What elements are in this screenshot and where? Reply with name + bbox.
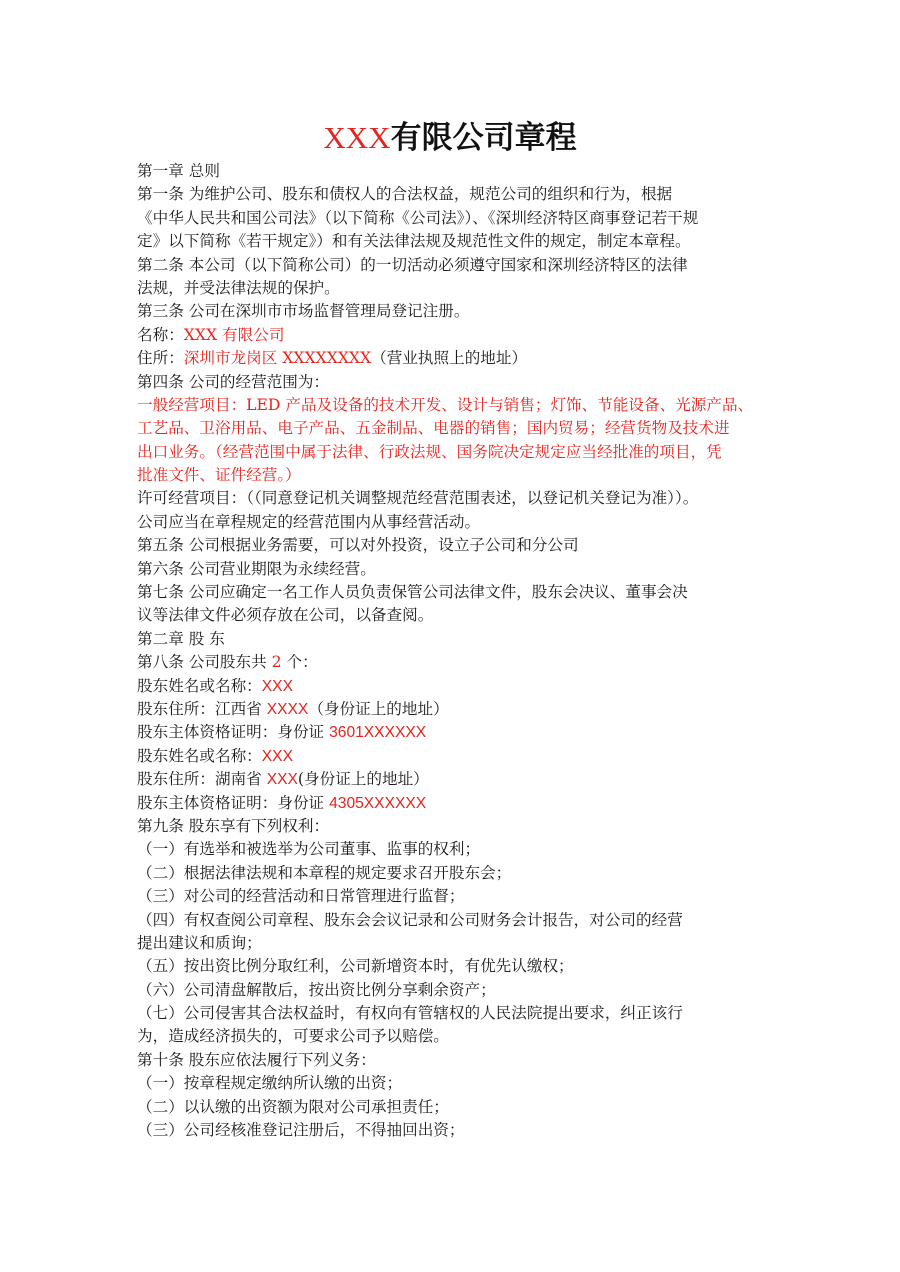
- title-text: 有限公司章程: [390, 120, 577, 156]
- line-text: 名称：: [137, 325, 184, 344]
- line-text: 股东主体资格证明：身份证: [137, 723, 330, 742]
- line-text: 第一章 总则: [137, 162, 220, 180]
- line-text: 第五条 公司根据业务需要，可以对外投资，设立子公司和分公司: [137, 536, 579, 555]
- text-line: [137, 1096, 777, 1119]
- text-line: [137, 955, 777, 978]
- placeholder-text: XXX 有限公司: [183, 325, 285, 344]
- line-text: 法规，并受法律法规的保护。: [137, 278, 340, 297]
- text-line: [137, 371, 777, 394]
- line-text: 第十条 股东应依法履行下列义务：: [137, 1050, 376, 1069]
- line-text: （一）有选举和被选举为公司董事、监事的权利；: [137, 840, 481, 859]
- line-text: 股东姓名或名称：: [137, 676, 262, 695]
- line-text: 第四条 公司的经营范围为：: [137, 372, 330, 391]
- placeholder-text: 一般经营项目：LED 产品及设备的技术开发、设计与销售；灯饰、节能设备、光源产品、: [137, 395, 754, 414]
- text-line: [137, 511, 777, 534]
- line-text: (身份证上的地址）: [297, 770, 429, 789]
- text-line: [137, 207, 777, 230]
- text-line: [137, 183, 777, 206]
- text-line: [137, 230, 777, 253]
- placeholder-text: 3601XXXXXX: [329, 724, 427, 742]
- text-line: [137, 417, 777, 440]
- placeholder-text: XXXX: [266, 700, 309, 718]
- text-line: [137, 862, 777, 885]
- text-line: [137, 792, 777, 815]
- line-text: （三）公司经核准登记注册后，不得抽回出资；: [137, 1121, 465, 1140]
- text-line: [137, 885, 777, 908]
- line-text: 第一条 为维护公司、股东和债权人的合法权益，规范公司的组织和行为，根据: [137, 185, 673, 204]
- text-line: [137, 909, 777, 932]
- line-text: 第八条 公司股东共: [137, 653, 272, 672]
- text-line: [137, 1025, 777, 1048]
- placeholder-text: XXX: [266, 771, 298, 789]
- text-line: [137, 721, 777, 744]
- line-text: 第三条 公司在深圳市市场监督管理局登记注册。: [137, 302, 470, 321]
- text-line: [137, 979, 777, 1002]
- placeholder-text: 批准文件、证件经营。）: [137, 466, 301, 485]
- text-line: [137, 604, 777, 627]
- line-text: 个：: [281, 653, 318, 672]
- line-text: （一）按章程规定缴纳所认缴的出资；: [137, 1074, 403, 1093]
- text-line: [137, 254, 777, 277]
- line-text: （营业执照上的地址）: [371, 349, 528, 368]
- line-text: 《中华人民共和国公司法》（以下简称《公司法》）、《深圳经济特区商事登记若干规: [137, 208, 699, 227]
- text-line: [137, 1119, 777, 1142]
- line-text: （身份证上的地址）: [308, 699, 449, 718]
- line-text: 提出建议和质询；: [137, 933, 262, 952]
- text-line: [137, 838, 777, 861]
- document-body: [137, 160, 777, 1142]
- line-text: （六）公司清盘解散后，按出资比例分享剩余资产；: [137, 980, 496, 999]
- line-text: 股东主体资格证明：身份证: [137, 793, 330, 812]
- text-line: [137, 745, 777, 768]
- line-text: 第九条 股东享有下列权利：: [137, 816, 330, 835]
- line-text: 定》以下简称《若干规定》）和有关法律法规及规范性文件的规定，制定本章程。: [137, 232, 691, 251]
- document-title: [0, 112, 900, 157]
- text-line: [137, 394, 777, 417]
- text-line: [137, 160, 777, 183]
- text-line: [137, 324, 777, 347]
- line-text: （二）根据法律法规和本章程的规定要求召开股东会；: [137, 863, 512, 882]
- text-line: [137, 651, 777, 674]
- line-text: 股东住所：湖南省: [137, 770, 267, 789]
- line-text: 第二章 股 东: [137, 629, 225, 648]
- placeholder-text: 工艺品、卫浴用品、电子产品、五金制品、电器的销售；国内贸易；经营货物及技术进: [137, 419, 730, 438]
- placeholder-text: 4305XXXXXX: [329, 794, 427, 812]
- text-line: [137, 1072, 777, 1095]
- text-line: [137, 675, 777, 698]
- text-line: [137, 1049, 777, 1072]
- placeholder-text: 出口业务。（经营范围中属于法律、行政法规、国务院决定规定应当经批准的项目，凭: [137, 442, 722, 461]
- placeholder-text: XXX: [261, 677, 293, 695]
- line-text: 为，造成经济损失的，可要求公司予以赔偿。: [137, 1027, 449, 1046]
- line-text: （二）以认缴的出资额为限对公司承担责任；: [137, 1097, 449, 1116]
- line-text: 许可经营项目：（（同意登记机关调整规范经营范围表述，以登记机关登记为准））。: [137, 489, 699, 508]
- text-line: [137, 1002, 777, 1025]
- line-text: 第二条 本公司（以下简称公司）的一切活动必须遵守国家和深圳经济特区的法律: [137, 255, 688, 274]
- text-line: [137, 534, 777, 557]
- line-text: 第七条 公司应确定一名工作人员负责保管公司法律文件，股东会决议、董事会决: [137, 583, 688, 602]
- text-line: [137, 768, 777, 791]
- line-text: 议等法律文件必须存放在公司，以备查阅。: [137, 606, 434, 625]
- placeholder-text: XXX: [261, 747, 293, 765]
- line-text: （三）对公司的经营活动和日常管理进行监督；: [137, 887, 465, 906]
- text-line: [137, 932, 777, 955]
- text-line: [137, 698, 777, 721]
- text-line: [137, 300, 777, 323]
- line-text: 住所：: [137, 349, 184, 368]
- placeholder-text: 2: [271, 653, 282, 672]
- line-text: 第六条 公司营业期限为永续经营。: [137, 559, 376, 578]
- text-line: [137, 581, 777, 604]
- placeholder-text: 深圳市龙岗区 XXXXXXXX: [183, 349, 372, 368]
- title-placeholder-name: XXX: [323, 120, 391, 155]
- line-text: （四）有权查阅公司章程、股东会会议记录和公司财务会计报告，对公司的经营: [137, 910, 683, 929]
- line-text: 股东姓名或名称：: [137, 746, 262, 765]
- text-line: [137, 277, 777, 300]
- line-text: 公司应当在章程规定的经营范围内从事经营活动。: [137, 512, 481, 531]
- line-text: 股东住所：江西省: [137, 699, 267, 718]
- text-line: [137, 464, 777, 487]
- text-line: [137, 815, 777, 838]
- line-text: （七）公司侵害其合法权益时，有权向有管辖权的人民法院提出要求，纠正该行: [137, 1004, 683, 1023]
- text-line: [137, 628, 777, 651]
- text-line: [137, 558, 777, 581]
- text-line: [137, 347, 777, 370]
- text-line: [137, 441, 777, 464]
- line-text: （五）按出资比例分取红利，公司新增资本时，有优先认缴权；: [137, 957, 574, 976]
- text-line: [137, 487, 777, 510]
